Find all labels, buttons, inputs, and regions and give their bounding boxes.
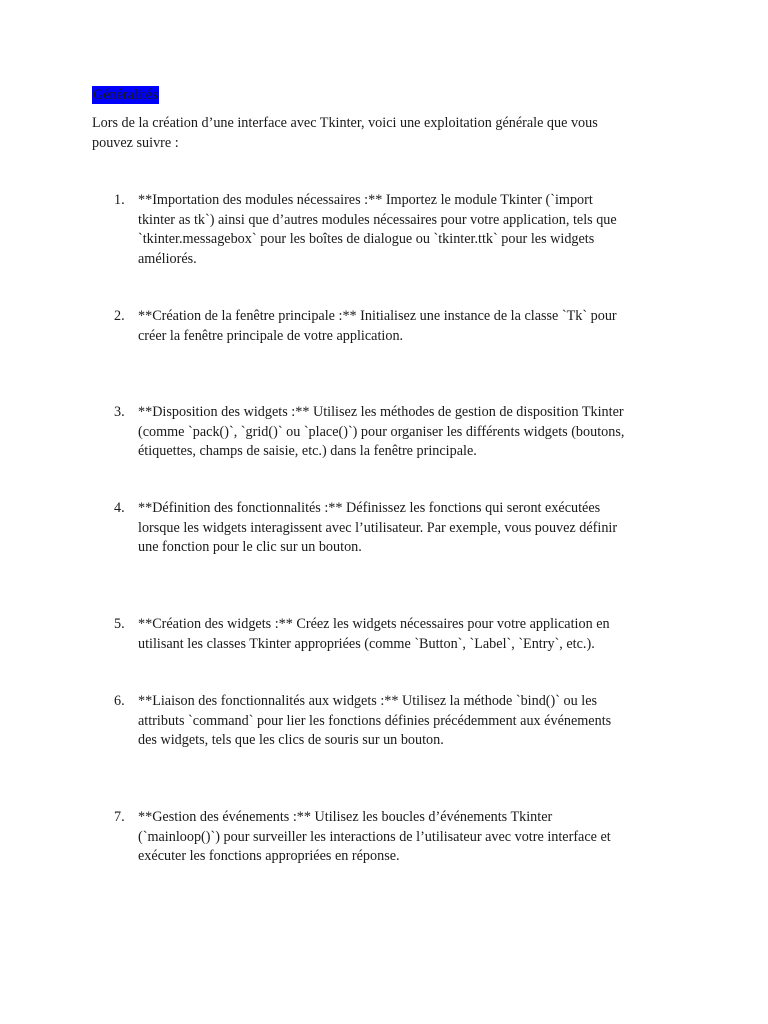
list-item-line: attributs `command` pour lier les fonctions définies précédemment aux événements [138, 712, 612, 729]
list-item-line: lorsque les widgets interagissent avec l’utilisateur. Par exemple, vous pouvez définir [138, 519, 618, 536]
intro-paragraph [92, 114, 672, 153]
list-item-text [138, 499, 678, 558]
list-item-line: **Importation des modules nécessaires :** Importez le module Tkinter (`import [138, 192, 593, 208]
list-item-step-3 [92, 403, 682, 462]
list-item-number: 5. [114, 616, 125, 632]
list-item-number: 2. [114, 308, 125, 324]
list-item-text [138, 307, 678, 346]
list-item-line: utilisant les classes Tkinter appropriées (comme `Button`, `Label`, `Entry`, etc.). [138, 635, 595, 652]
list-item-number: 3. [114, 404, 125, 420]
list-item-line: **Gestion des événements :** Utilisez les boucles d’événements Tkinter [138, 809, 553, 825]
list-item-step-4 [92, 499, 682, 558]
list-item-line: (`mainloop()`) pour surveiller les interactions de l’utilisateur avec votre interface et [138, 828, 611, 845]
list-item-step-7 [92, 808, 682, 867]
list-item-text [138, 808, 678, 867]
list-item-line: créer la fenêtre principale de votre application. [138, 327, 404, 344]
section-heading: Généralités [93, 87, 158, 103]
list-item-step-1 [92, 191, 682, 270]
list-item-line: tkinter as tk`) ainsi que d’autres modules nécessaires pour votre application, tels que [138, 211, 617, 228]
list-item-number: 7. [114, 809, 125, 825]
list-item-step-5 [92, 615, 682, 654]
list-item-step-2 [92, 307, 682, 346]
list-item-line: des widgets, tels que les clics de souris sur un bouton. [138, 732, 444, 749]
intro-line: pouvez suivre : [92, 134, 179, 151]
list-item-line: améliorés. [138, 251, 197, 268]
list-item-number: 1. [114, 192, 125, 208]
list-item-number: 6. [114, 693, 125, 709]
list-item-text [138, 191, 678, 270]
list-item-line: **Création de la fenêtre principale :** Initialisez une instance de la classe `Tk` pour [138, 308, 617, 324]
list-item-line: une fonction pour le clic sur un bouton. [138, 539, 362, 556]
list-item-text [138, 692, 678, 751]
list-item-line: `tkinter.messagebox` pour les boîtes de dialogue ou `tkinter.ttk` pour les widgets [138, 231, 595, 248]
list-item-line: exécuter les fonctions appropriées en réponse. [138, 848, 400, 865]
list-item-line: (comme `pack()`, `grid()` ou `place()`) pour organiser les différents widgets (boutons, [138, 423, 625, 440]
list-item-text [138, 403, 678, 462]
list-item-number: 4. [114, 500, 125, 516]
list-item-line: **Disposition des widgets :** Utilisez les méthodes de gestion de disposition Tkinter [138, 404, 624, 420]
list-item-line: **Liaison des fonctionnalités aux widgets :** Utilisez la méthode `bind()` ou les [138, 693, 598, 709]
list-item-line: étiquettes, champs de saisie, etc.) dans la fenêtre principale. [138, 443, 477, 460]
list-item-line: **Création des widgets :** Créez les widgets nécessaires pour votre application en [138, 616, 610, 632]
list-item-line: **Définition des fonctionnalités :** Définissez les fonctions qui seront exécutées [138, 500, 601, 516]
list-item-step-6 [92, 692, 682, 751]
list-item-text [138, 615, 678, 654]
intro-line: Lors de la création d’une interface avec Tkinter, voici une exploitation générale que vous [92, 115, 598, 131]
